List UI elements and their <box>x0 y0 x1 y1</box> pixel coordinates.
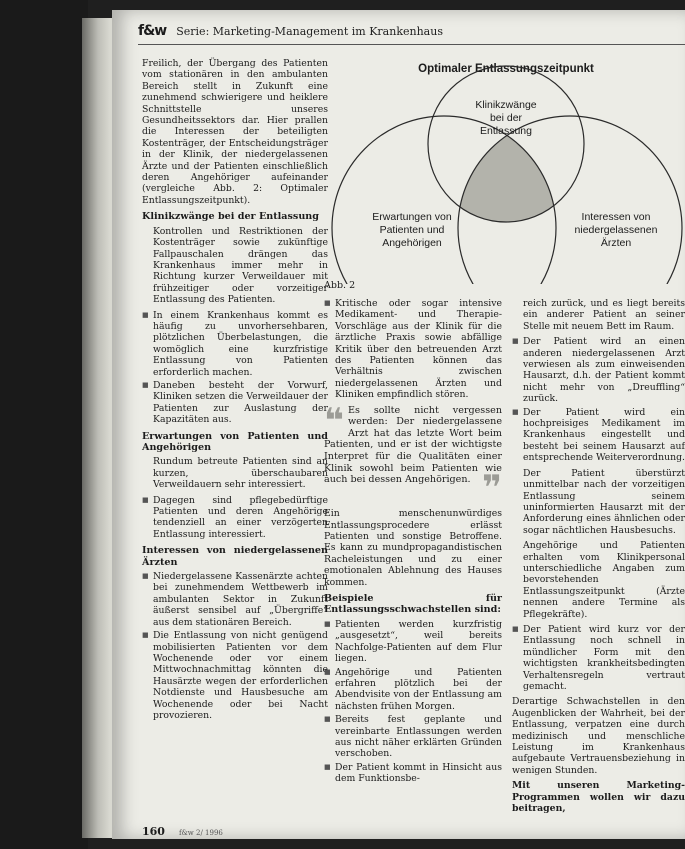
top-circle-label-2: bei der <box>489 112 523 124</box>
photo-background <box>0 0 88 849</box>
paragraph: Derartige Schwachstellen in den Augenblicken der Wahrheit, bei der Entlassung, verpatzen eine durch medizinisch und menschliche Leistung im Krankenhaus aufgebaute Vertrauensbeziehung in wenigen Stunden. <box>512 696 685 776</box>
top-circle-label-3: Entlassung <box>480 125 532 137</box>
list-item: ■ Der Patient kommt in Hinsicht aus dem Funktionsbe- <box>324 762 502 785</box>
magazine-logo: f&w <box>138 23 167 39</box>
pull-quote <box>324 400 502 509</box>
paragraph: Rundum betreute Patienten sind an kurzen, überschaubaren Verweildauern sehr interessiert. <box>153 456 328 491</box>
page-footer <box>142 825 223 838</box>
left-circle-label-3: Angehörigen <box>382 237 442 249</box>
column-1 <box>142 58 328 725</box>
paragraph: Angehörige und Patienten erhalten vom Klinikpersonal unterschiedliche Angaben zum bevorstehenden Entlassungszeitpunkt (Ärzte nennen andere Termine als Pflegekräfte). <box>523 540 685 620</box>
bullet-list <box>142 571 328 721</box>
list-item: ■ Der Patient wird an einen anderen niedergelassenen Arzt verwiesen als zum einweisenden Hausarzt, d.h. der Patient kommt nicht mehr von „Dreuffling“ zurück. <box>512 336 685 404</box>
left-circle-label-1: Erwartungen von <box>372 211 452 223</box>
column-3 <box>512 298 685 818</box>
figure-caption: Abb. 2 <box>324 280 356 291</box>
bullet-list <box>324 619 502 785</box>
figure-title: Optimaler Entlassungszeitpunkt <box>418 63 594 75</box>
bullet-list <box>512 624 685 692</box>
list-item: ■ Patienten werden kurzfristig „ausgesetzt“, weil bereits Nachfolge-Patienten auf dem Flur liegen. <box>324 619 502 665</box>
list-item: ■ Bereits fest geplante und vereinbarte Entlassungen werden aus nicht näher erklärten Gründen verschoben. <box>324 714 502 760</box>
left-circle-label-2: Patienten und <box>379 224 445 236</box>
bullet-list <box>512 336 685 463</box>
list-item: ■ Angehörige und Patienten erfahren plötzlich bei der Abendvisite von der Entlassung am nächsten frühen Morgen. <box>324 667 502 713</box>
list-item: ■ Der Patient wird kurz vor der Entlassung noch schnell in mündlicher Form mit den wichtigsten krankheitsbedingten Verhaltensregeln vertraut gemacht. <box>512 624 685 692</box>
heading-klinikzwaenge: Klinikzwänge bei der Entlassung <box>142 211 319 223</box>
heading-interessen: Interessen von niedergelassenen Ärzten <box>142 545 328 568</box>
list-item: ■ Daneben besteht der Vorwurf, Kliniken setzen die Verweildauer der Patienten zur Auslastung der Kapazitäten aus. <box>142 380 328 426</box>
paragraph: reich zurück, und es liegt bereits ein anderer Patient an seiner Stelle mit neuem Bett im Raum. <box>523 298 685 332</box>
page-number: 160 <box>142 825 165 838</box>
column-2 <box>324 298 502 789</box>
paragraph: Der Patient überstürzt unmittelbar nach der vorzeitigen Entlassung seinem uninformierten Hausarzt mit der Anforderung eines ähnlichen oder sogar nächtlichen Hausbesuchs. <box>523 467 685 536</box>
overlap-region <box>458 116 682 284</box>
magazine-issue: f&w 2/ 1996 <box>178 829 223 837</box>
list-item: ■ Die Entlassung von nicht genügend mobilisierten Patienten vor dem Wochenende oder vor einem Mittwochnachmittag könnten die Hausärzte wegen der erforderlichen Notdienste und Hausbesuche am Wochenende oder bei Nacht provozieren. <box>142 630 328 721</box>
list-item: ■ Dagegen sind pflegebedürftige Patienten und deren Angehörige tendenziell an einer verzögerten Entlassung interessiert. <box>142 495 328 541</box>
list-item: ■ Der Patient wird ein hochpreisiges Medikament im Krankenhaus eingestellt und besteht bei seinem Hausarzt auf entsprechende Weiterverordnung. <box>512 407 685 464</box>
bullet-list <box>324 298 502 401</box>
heading-beispiele: Beispiele für Entlassungsschwachstellen sind: <box>324 593 502 616</box>
paragraph: Ein menschenunwürdiges Entlassungsprocedere erlässt Patienten und sonstige Betroffene. Es kann zu mundpropagandistischen Racheleistungen und zu einer emotionalen Ablehnung des Hauses kommen. <box>324 508 502 588</box>
magazine-page <box>112 10 685 839</box>
bullet-list <box>142 495 328 541</box>
quote-text: Es sollte nicht vergessen werden: Der niedergelassene Arzt hat das letzte Wort beim Patienten, und er ist der wichtigste Interpret für die Qualitäten einer Klinik sowohl beim Patienten wie auch bei dessen Angehörigen. <box>324 404 502 486</box>
bullet-list <box>142 310 328 426</box>
top-circle-label-1: Klinikzwänge <box>475 99 537 111</box>
heading-erwartungen: Erwartungen von Patienten und Angehörigen <box>142 430 328 453</box>
right-circle-label-3: Ärzten <box>600 237 632 249</box>
quote-close-icon: ❞ <box>482 468 502 509</box>
venn-diagram <box>324 52 685 284</box>
list-item: ■ Niedergelassene Kassenärzte achten bei zunehmendem Wettbewerb im ambulanten Sektor in Zukunft äußerst sensibel auf „Übergriffe“ aus dem stationären Bereich. <box>142 571 328 628</box>
header-rule <box>138 44 685 45</box>
list-item: ■ In einem Krankenhaus kommt es häufig zu unvorhersehbaren, plötzlichen Überbelastungen, die womöglich eine kurzfristige Entlassung von Patienten erforderlich machen. <box>142 310 328 378</box>
list-item: ■ Kritische oder sogar intensive Medikament- und Therapie-Vorschläge aus der Klinik für die ärztliche Praxis sowie abfällige Kritik über den betreuenden Arzt des Patienten können das Verhältnis zwischen niedergelassenen Ärzten und Kliniken empfindlich stören. <box>324 298 502 401</box>
right-circle-label-2: niedergelassenen <box>574 224 658 236</box>
page-header <box>138 20 685 42</box>
paragraph: Kontrollen und Restriktionen der Kostenträger sowie zukünftige Fallpauschalen drängen das Krankenhaus immer mehr in Richtung kurzer Verweildauer mit frühzeitiger oder vorzeitiger Entlassung des Patienten. <box>153 225 328 306</box>
intro-paragraph: Freilich, der Übergang des Patienten vom stationären in den ambulanten Bereich stellt in Zukunft eine zunehmend schwierigere und heiklere Schnittstelle unseres Gesundheitssektors dar. Hier prallen die Interessen der beteiligten Kostenträger, der Entscheidungsträger in der Klinik, der niedergelassenen Ärzte und der Patienten einschließlich deren Angehöriger aufeinander (vergleiche Abb. 2: Optimaler Entlassungszeitpunkt). <box>142 58 328 206</box>
right-circle-label-1: Interessen von <box>581 211 651 223</box>
paragraph-closing: Mit unseren Marketing-Programmen wollen wir dazu beitragen, <box>512 780 685 815</box>
quote-open-icon: ❝ <box>324 400 344 441</box>
series-title: Serie: Marketing-Management im Krankenhaus <box>176 24 443 38</box>
venn-diagram-figure <box>324 52 685 284</box>
